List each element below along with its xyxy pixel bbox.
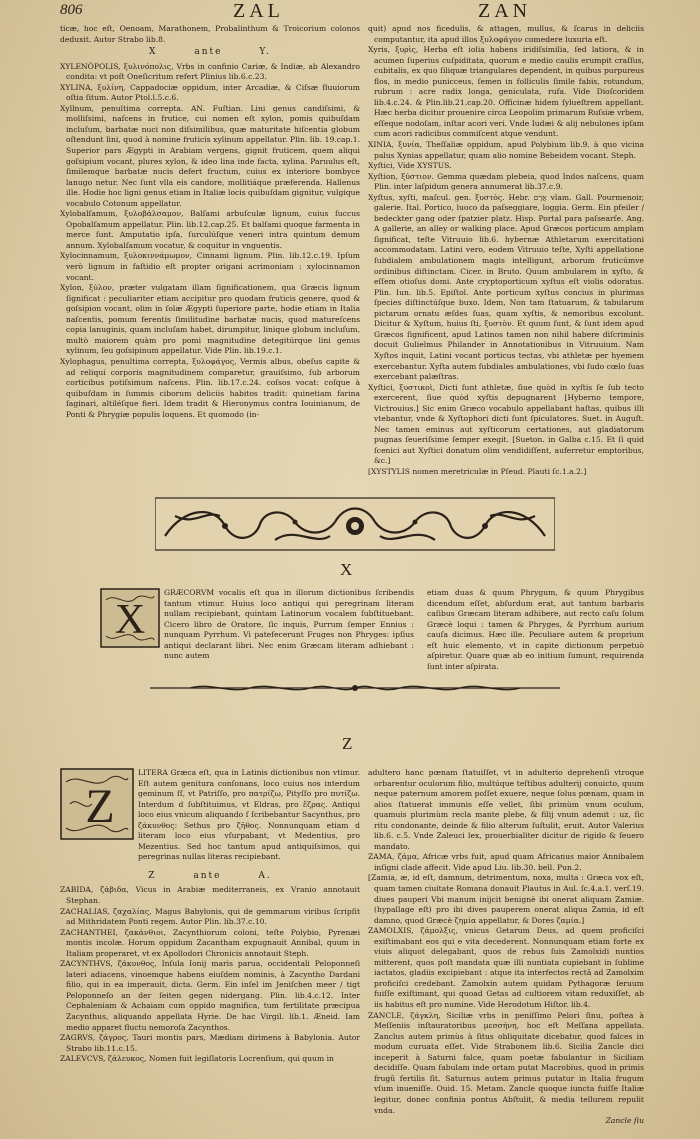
dictionary-entry: ZANCLE, ζάγκλη, Siciliæ vrbs in peniſſimo Pelori ſinu, poſtea à Meſſeniis inſtauratoribus μεσσήνη, hoc eſt Meſſana appellata. Zanclus autem primùs à ſitus obliquitate dicebatur, quod falces in modum curuata eſſet. Vide Strabonem lib.6. Sicilia Zancle dici inceperit à Saturni falce, quam poetæ fabulantur in Siciliam decidiſſe. Quam fabulam inde ortam putat Macrobius, quod in primis frugû fertilis ſit. Saturnus autem primus putatur in Italia frugum vſum inueniſſe. Ouid. 15. Metam. Zancle quoque iuncta fuiſſe Italiæ legitur, donec confinia pontus Abſtulit, & media tellurem repulit vnda. bbox=[368, 1010, 644, 1115]
dictionary-entry: Xyſtion, ξύστιον. Gemma quædam plebeia, quod Indos naſcens, quam Plin. inter laſpidum genera annumerat lib.37.c.9. bbox=[368, 171, 644, 192]
section-subhead-z-ante-a bbox=[60, 871, 360, 882]
dictionary-entry: XINIA, ξυνία, Theſſaliæ oppidum, apud Polybium lib.9. à quo vicina palus Xynias appellatur, quam alio nomine Bebeidem vocant. Steph. bbox=[368, 140, 644, 160]
left-column-upper bbox=[60, 24, 360, 420]
dictionary-entry: Xylocinnamum, ξυλοκιννάμωμον, Cinnami lignum. Plin. lib.12.c.19. Ipſum verò lignum in faſtidio eſt propter origani acrimoniam : xylocinnamon vocant. bbox=[60, 251, 360, 282]
dictionary-entry: ZAMOLXIS, ζάμολξις, vnicus Getarum Deus, ad quem proficiſci exiſtimabant eos qui e vita decederent. Nonnunquam etiam forte ex viuis aliquot delegabant, quos de rebus ſuis Zamolxidi nuntios mitterent, quos poſt mandata quæ illi nuntiata cupiebant in ſublime iactatos, gladiis excipiebant : atque ita interfectos rectâ ad Zamolxim proficiſci credebant. Zamolxin autem quidam Pythagoræ ſeruum fuiſſe exiſtimant, qui quoad Getas ad cultiorem vitam reduxiſſet, ab iis habitus eſt pro numine. Vide Herodotum Hiſtor. lib.4. bbox=[368, 926, 644, 1010]
decorated-initial-z-icon bbox=[60, 768, 134, 840]
subhead-letter-right: Y. bbox=[259, 47, 271, 58]
dictionary-entry: ZAGRVS, ζάγρος, Tauri montis pars, Mædiam dirimens à Babylonia. Autor Strabo lib.11.c.15. bbox=[60, 1033, 360, 1053]
section-letter-z: Z bbox=[342, 734, 353, 753]
catchword: Zancle ſiu bbox=[605, 1116, 644, 1126]
dictionary-entry: Xyris, ξυρὶς, Herba eſt iolia habens iridiſsimilia, ſed latiora, & in acumen ſuperius cuſpiditata, quorum e medio caulis erumpit craſſus, cubitalis, ex quo ſiliquæ triangulares dependent, in quibus purpureus flos, in medio punicceus, ſemen in folliculis ſimile fabis, rotundum, rubrum : acre radix longa, geniculata, rufa. Vide Dioſcoridem lib.4.c.24. & Plin.lib.21.cap.20. Officinæ hidem ſylueſtrem appellant. Hæc herba dicitur prouenire circa Leopolim primarum Ruſsiæ vrbem, eſſeque nodoſam, inſtar acori veri. Vnde Iudæi & alij nebulones ipſam cum acori radicibus commiſcent atque vendunt. bbox=[368, 45, 644, 139]
decorated-initial-x-icon bbox=[100, 588, 160, 648]
x-intro-right: etiam duas & quum Phrygum, & quum Phrygibus dicendum eſſet, abſurdum erat, aut tantum barbaris caſibus Græcam literam adhibere, aut recto caſu ſolum Græcè loqui : tamen & Phryges, & Pyrrhum aurium cauſa dicimus. Hæc ille. Peculiare autem & proprium eſt huic elemento, vt in capite dictionum perpetuò aſpiretur. Quare quæ ab eo initium ſumunt, requirenda ſunt inter aſpirata. bbox=[427, 588, 644, 671]
z-intro-text: LITERA Græca eſt, qua in Latinis dictionibus non vtimur. Eſt autem genitura conſonans, loco cuius nos interdum geminum ſſ, vt Patriſſo, pro πατρίζω, Pityſſo pro πυτίζω. Interdum d ſubſtituimus, vt Eldras, pro ἔζρας. Antiqui loco eius vnicum aliquando ſ ſcribebantur Sacynthus, pro ζάκυνθος: Sethus pro ζῆθος. Nonnunquam etiam d literam loco eius vſurpabant, vt Medentius, pro Mezentius. Sed hoc tantum apud antiquiſsimos, qui peregrinas nullas literas recipiebant. bbox=[138, 768, 360, 862]
right-column-lower bbox=[368, 768, 644, 1127]
section-subhead-x-ante-y bbox=[60, 47, 360, 58]
svg-text:Z: Z bbox=[85, 780, 115, 833]
dictionary-entry: XYLENÓPOLIS, ξυλινόπολις, Vrbs in confinio Cariæ, & Indiæ, ab Alexandro condita: vt poſt Oneſicritum refert Plinius lib.6.c.23. bbox=[60, 61, 360, 82]
x-intro-left: GRÆCORVM vocalis eſt qua in illorum dictionibus ſcribendis tantum vtimur. Huius loco antiqui qui peregrinam literam nullam recipiebant, quintam Latinorum vocalem ſubſtituebant. Cicero libro de Oratore, ſic inquis, Purrum ſemper Ennius : nunquam Pyrrhum. Vi patefecerunt Fruges non Phryges: ipſius antiqui declarant libri. Nec enim Græcam literam adhiebant : nunc autem bbox=[164, 588, 414, 660]
dictionary-entry: ZACHALIAS, ζαχαλίας, Magus Babylonis, qui de gemmarum viribus ſcripſit ad Mithridatem Ponti regem. Autor Plin. lib.37.c.10. bbox=[60, 906, 360, 927]
dictionary-entry: ZACYNTHVS, ζάκυνθος, Inſula Ionij maris parua, occidentali Peloponneſi lateri adiacens, vinoemque habens eiuſdem nominis, à Zacyntho Dardani filio, qui in ea imperauit, dicta. Germ. Ein inſel im Jeniſchen meer / tigt Peloponneſo an der ſeiten gegen nidergang. Plin. lib.4.c.12. Inter Cephaleniam & Achaiam cum oppido magnifica, tum fertilitate præcipua Zacynthus, aliquando appellata Hyrie. De hac Virgil. lib.1. Æneid. Iam medio apparet fluctu nemoroſa Zacynthos. bbox=[60, 959, 360, 1032]
dictionary-entry: Xyſtici, ξυστικοὶ, Dicti ſunt athletæ, ſiue quòd in xyſtis ſe ſub tecto exercerent, ſiue quòd xyſtis depugnarent [Hyberno tempore, Victrouius.] Sic enim Græco vocabulo appellabant haſtas, quibus illi vtebantur, vnde & Xyſtophori dicti ſunt ſpiculatores. Suet. in Auguſt. Nec tamen eminus aut xyſticorum certationes, aut gladiatorum pugnas ſeueriſsime ſemper exegit. [Sueton. in Galba c.15. Et ſi quid ſcenici aut Xyſtici donatum olim vendidiſſent, auferretur emptoribus, &c.] bbox=[368, 382, 644, 466]
dictionary-entry: Xylophagus, penultima correpta, ξυλοφάγος, Vermis albus, obeſus capite & ad reliqui corporis magnitudinem comparetur, grauiſsimo, ſub arborum corticibus potiſsimum naſcens. Plin. lib.17.c.24. coſsos vocat: coſque à quibuſdam in ſummis ciborum deliciis habitos tradit: quinetiam farina ſaginari, altiléſque fieri. Idem tradit & Hieronymus contra Iouinianum, de Ponti & Phrygiæ populis loquens. Et quomodo (in- bbox=[60, 356, 360, 419]
dictionary-entry: ZALEVCVS, ζάλευκος, Nomen fuit legiſlatoris Locrenſium, qui quum in bbox=[60, 1054, 334, 1064]
dictionary-entry: Xylon, ξύλον, præter vulgatam illam ſignificationem, qua Græcis lignum ſignificat : peculiariter etiam accipitur pro quodam fruticis genere, quod & goſsipion vocant, olim in ſolæ Ægypti ſuperiore parte, hodie etiam in Italia naſcentis, pomum ferentis ſimilitudine barbatæ nucis, quod matureſcens copia lanuginis, quam incluſam habet, dirumpitur, linique globum incluſum, multò maiorem quàm pro pomi magnitudine detegitúrque lini genus xylinum, ſeu goſsipinum appellatur. Vide Plin. lib.19.c.1. bbox=[60, 283, 360, 356]
right-column-upper bbox=[368, 24, 644, 478]
ornamental-headpiece bbox=[155, 496, 555, 552]
dictionary-entry: ZAMA, ζάμα, Africæ vrbs fuit, apud quam Africanus maior Annibalem inſigni clade affecit. Vide apud Liu. lib.30. bell. Pun.2. bbox=[368, 852, 644, 872]
svg-text:X: X bbox=[114, 597, 146, 643]
dictionary-entry: Xylobalſamum, ξυλοβάλσαμον, Balſami arbuſculæ lignum, cuius ſuccus Opobalſamum appellatur. Plin. lib.12.cap.25. Et balſami quoque farmenta in merce ſunt. Amputatio ipſa, ſurculúſque veneri intra quintum demum annum. Xylobalſamum vocatur, & coquitur in vnguentis. bbox=[60, 209, 360, 250]
dictionary-entry: Xyſtus, xyſti, maſcul. gen. ξυστὸς. Hebr. אֲרָם vlam. Gall. Pourmenoir, galerie. Ital. Portico, luoco da paſseggiare, loggia. Germ. Ein pfeiler / bedeckter gang oder ſpatzier platz. Hisp. Portal para paſsearſe. Ang. A gallerie, an alley or walking place. Apud Græcos porticum amplam ſignificat, teſte Vitruuio lib.6. hybernæ Athletarum exercitationi accommodatam. Latini vero, eodem Vitruuio teſte, Xyſti appellatione ſubdialem ambulationem magis intelligunt, arborum fruticúmve ordinibus diſtinctam. Cicer. in Bruto. Quum ambularem in xyſto, & eſſem otioſus domi. Ante cryptoporticum xyſtus eſt violis odoratus. Plin. Iun. lib.5. Epiſtol. Ante porticum xyſtus concius in plurimas ſpecies diſtinctúſque buxo. Idem, Non tam ſtatuarum, & tabularum pictarum ornatu æſdes ſuas, quam xyſtis, & nemoribus excolunt. Dicitur & Xyſtum, huius ſti, ξυστὸν. Et quum ſunt, & ſunt idem apud Græcos ſignificent, apud Latinos tamen non nihil habere diſcriminis docuit Gulielmus Philander in Annotationibus in Vitruuium. Nam Xyſtos inquit, Latini vocant porticus tectas, vbi athletæ per hyemem exercebantur. Xyſta autem ſubdiales ambulationes, vbi ſudo cœlo ſuas exercebant palæſtras. bbox=[368, 192, 644, 382]
dictionary-entry: adultero hanc pœnam ſtatuiſſet, vt in adulterio deprehenſi vtroque orbarentur oculorum filio, multúque teſtibus adulterij conuicto, quum neque paternum amorem poſſet exuere, neque ſolus pœnam, quam in alios ſtatuerat immunis eſſe vellet, ſibi primùm vnum oculum, quamuis plurimùm recla mante plebe, & filij vnum ademit : uz, ſic ritu condonante, deinde & filio alterum ſuſtulit, eruit. Autor Valerius lib.6. c.5. Vnde Zaleuci lex, prouerbialiter dicitur de rigido & ſeuero mandato. bbox=[368, 768, 644, 851]
right-running-title: ZAN bbox=[478, 0, 532, 22]
dictionary-entry: XYLINA, ξυλίνη, Cappadociæ oppidum, inter Arcadiæ, & Ciſsæ fluuiorum oſtia ſitum. Autor Ptol.l.5.c.6. bbox=[60, 82, 360, 103]
subhead-letter-left: Z bbox=[148, 870, 157, 881]
running-header bbox=[0, 0, 700, 24]
dictionary-entry: Xyllnum, penultima correpta. AN. Fuſtian. Lini genus candiſsimi, & molliſsimi, naſcens in frutice, cui nomen eſt xylon, pomis quibuſdam incluſum, barbatæ nuci non diſsimilibus, quæ maturitate hiſcentia globum oſtendunt lini, quod à nomine fruticis xylinum appellatur. Plin. lib. 19.cap.1. Superior pars Ægypti in Arabiam vergens, gignit fruticem, quem aliqui goſsipium vocant, plures xylon, & ideo lina inde facta, xylina. Paruulus eſt, ſimilemque barbatæ nucis defert fructum, cuius ex interiore bombyce lanugo netur. Nec ſunt vlla eis candore, mollitiáque præferenda. Hallenus ille. Hodie hoc ligni genus etiam in Italiæ locis quibuſdam gignitur, vulgique vocabulo Cotonum appellatur. bbox=[60, 103, 360, 208]
dictionary-entry: ZABIDA, ζάβιδα, Vicus in Arabiæ mediterraneis, ex Vranio annotauit Stephan. bbox=[60, 885, 360, 906]
intro-text: ticæ, hoc eſt, Oenoam, Marathonem, Probalinthum & Troicorium colonos deduxit. Autor Strabo lib.8. bbox=[60, 24, 360, 44]
dictionary-entry: ZACHANTHEI, ζακάνθιοι, Zacynthiorum coloni, teſte Polybio, Pyrenæi montis incolæ. Horum oppidum Zacantham expugnauit Annibal, quum in Italiam properaret, vt ex Apollodori Chronicis annotauit Steph. bbox=[60, 927, 360, 958]
page-number: 806 bbox=[60, 2, 83, 18]
x-section bbox=[100, 588, 644, 684]
subhead-letter-left: X bbox=[149, 47, 158, 58]
dictionary-entry: Xyſtici, Vide XYSTUS. bbox=[368, 161, 452, 171]
dictionary-entry: quit) apud nos ficedulis, & attagen, mullus, & ſcarus in deliciis computantur, ita apud illos ξυλοφάγον comedere luxuria eſt. bbox=[368, 24, 644, 44]
subhead-letter-right: A. bbox=[258, 870, 272, 881]
dictionary-entry: [Zamia, æ, id eſt, damnum, detrimentum, noxa, multa : Græca vox eſt, quam tamen ciuitate Romana donauit Plautus in Aul. ſc.4.a.1. verſ.19. diues pauperi Vbi manum inijcit benignè ibi onerat aliquam Zamiæ. (hypallage eſt) pro ibi dives pauperem onerat aliqua Zamia, id eſt damno, quod Græcè ζημία appellatur, & Dores ζαμία.] bbox=[368, 873, 644, 925]
dictionary-entry: [XYSTYLIS nomen meretriculæ in Pſeud. Plauti ſc.1.a.2.] bbox=[368, 466, 587, 476]
ornamental-rule bbox=[150, 682, 560, 694]
section-letter-x: X bbox=[340, 560, 353, 579]
left-column-lower bbox=[60, 768, 360, 1065]
subhead-ante: ante bbox=[194, 47, 223, 58]
subhead-ante: ante bbox=[193, 870, 222, 881]
left-running-title: ZAL bbox=[233, 0, 284, 22]
